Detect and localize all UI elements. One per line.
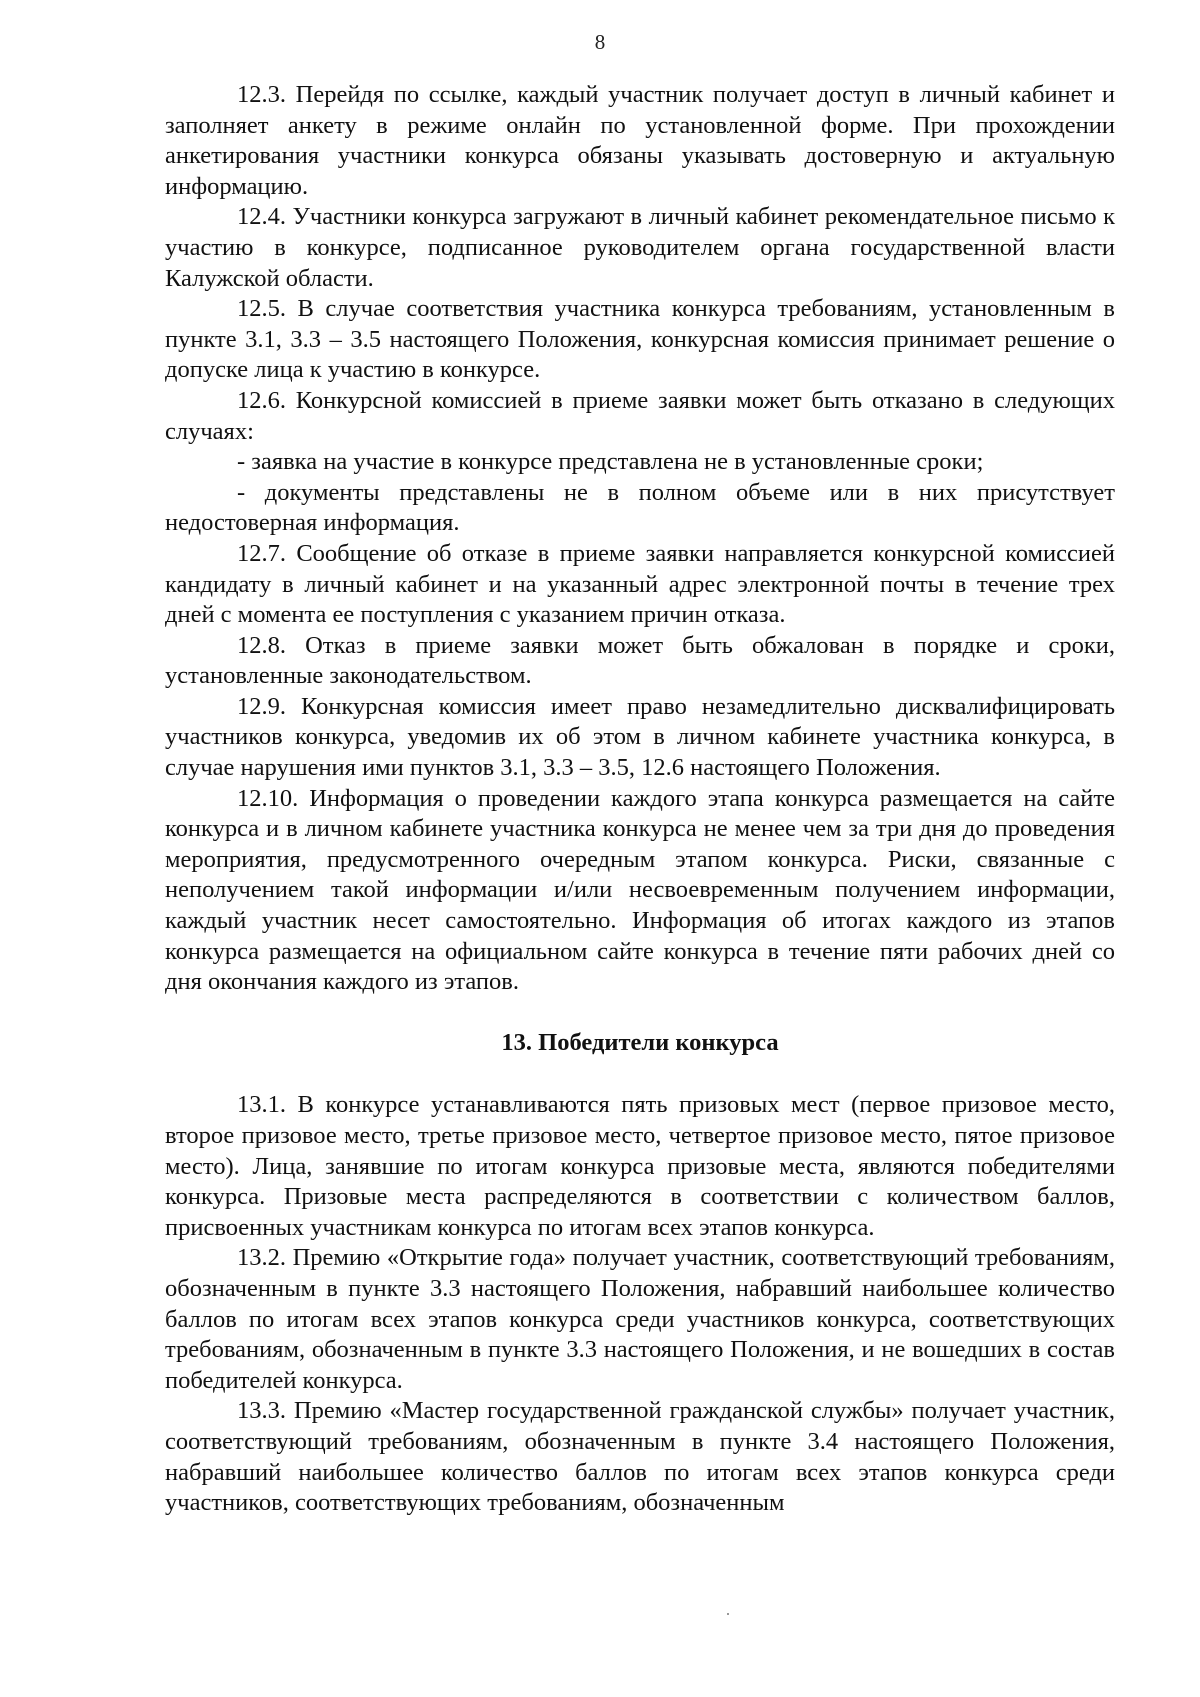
paragraph-12-10: 12.10. Информация о проведении каждого этапа конкурса размещается на сайте конкурса и в личном кабинете участника конкурса не менее чем за три дня до проведения мероприятия, предусмотренного очередным этапом конкурса. Риски, связанные с неполучением такой информации и/или несвоевременным получением информации, каждый участник несет самостоятельно. Информация об итогах каждого из этапов конкурса размещается на официальном сайте конкурса в течение пяти рабочих дней со дня окончания каждого из этапов. [165,784,1115,996]
paragraph-12-3: 12.3. Перейдя по ссылке, каждый участник получает доступ в личный кабинет и заполняет анкету в режиме онлайн по установленной форме. При прохождении анкетирования участники конкурса обязаны указывать достоверную и актуальную информацию. [165,81,1115,200]
paragraph-12-7: 12.7. Сообщение об отказе в приеме заявки направляется конкурсной комиссией кандидату в личный кабинет и на указанный адрес электронной почты в течение трех дней с момента ее поступления с указанием причин отказа. [165,539,1115,629]
paragraph-12-9: 12.9. Конкурсная комиссия имеет право незамедлительно дисквалифицировать участников конкурса, уведомив их об этом в личном кабинете участника конкурса, в случае нарушения ими пунктов 3.1, 3.3 – 3.5, 12.6 настоящего Положения. [165,692,1115,782]
list-item-late-submission: - заявка на участие в конкурсе представлена не в установленные сроки; [237,448,984,476]
list-item-incomplete-documents: - документы представлены не в полном объеме или в них присутствует недостоверная информация. [165,478,1115,537]
paragraph-12-8: 12.8. Отказ в приеме заявки может быть обжалован в порядке и сроки, установленные законодательством. [165,631,1115,690]
paragraph-12-6: 12.6. Конкурсной комиссией в приеме заявки может быть отказано в следующих случаях: [165,386,1115,445]
section-heading: 13. Победители конкурса [501,1028,779,1056]
scan-speck [727,1613,729,1615]
page-number: 8 [594,30,606,54]
document-body [165,80,1115,1519]
paragraph-13-2: 13.2. Премию «Открытие года» получает участник, соответствующий требованиям, обозначенным в пункте 3.3 настоящего Положения, набравший наибольшее количество баллов по итогам всех этапов конкурса среди участников конкурса, соответствующих требованиям, обозначенным в пункте 3.3 настоящего Положения, и не вошедших в состав победителей конкурса. [165,1244,1115,1394]
paragraph-12-5: 12.5. В случае соответствия участника конкурса требованиям, установленным в пункте 3.1, 3.3 – 3.5 настоящего Положения, конкурсная комиссия принимает решение о допуске лица к участию в конкурсе. [165,295,1115,384]
paragraph-12-4: 12.4. Участники конкурса загружают в личный кабинет рекомендательное письмо к участию в конкурсе, подписанное руководителем органа государственной власти Калужской области. [165,203,1115,292]
paragraph-13-3: 13.3. Премию «Мастер государственной гражданской службы» получает участник, соответствующий требованиям, обозначенным в пункте 3.4 настоящего Положения, набравший наибольшее количество баллов по итогам всех этапов конкурса среди участников, соответствующих требованиям, обозначенным [165,1397,1115,1517]
paragraph-13-1: 13.1. В конкурсе устанавливаются пять призовых мест (первое призовое место, второе призовое место, третье призовое место, четвертое призовое место, пятое призовое место). Лица, занявшие по итогам конкурса призовые места, являются победителями конкурса. Призовые места распределяются в соответствии с количеством баллов, присвоенных участникам конкурса по итогам всех этапов конкурса. [165,1091,1115,1241]
